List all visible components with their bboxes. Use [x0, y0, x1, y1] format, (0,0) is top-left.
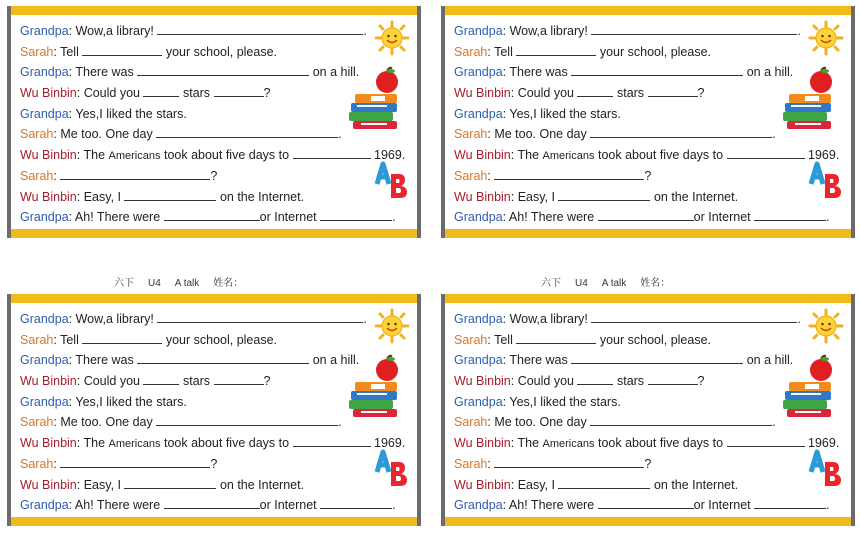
answer-blank [727, 147, 805, 159]
line-text: or Internet [693, 210, 751, 225]
line-text: on a hill. [312, 353, 360, 368]
dialogue-line: Grandpa: Yes,I liked the stars. [20, 394, 187, 409]
line-text: . [826, 210, 830, 225]
speaker-label: Grandpa [20, 24, 69, 38]
worksheet-card [7, 6, 421, 238]
line-text: on the Internet. [219, 477, 305, 492]
line-text: Ah! There were [508, 210, 595, 225]
answer-blank [754, 209, 826, 221]
line-text: Wow,a library! [75, 24, 154, 38]
sun-icon [807, 308, 845, 344]
worksheet-caption [541, 274, 684, 289]
ab-letters-icon [805, 160, 845, 200]
line-text: Could you [83, 374, 140, 389]
line-text: Tell [494, 332, 513, 347]
caption-grade: 六下 [114, 278, 134, 289]
line-text: on the Internet. [219, 189, 305, 204]
speaker-label: Grandpa [20, 312, 69, 326]
dialogue-line: Grandpa: Wow,a library! . [20, 312, 367, 326]
dialogue-line: Wu Binbin: The Americans took about five days to 1969. [20, 148, 406, 163]
answer-blank [494, 168, 644, 180]
speaker-label: Sarah [20, 332, 54, 347]
line-text: stars [616, 374, 645, 389]
dialogue-line: Grandpa: There was on a hill. [20, 65, 360, 80]
speaker-label: Sarah [20, 127, 54, 142]
line-text: Easy, I [83, 477, 121, 492]
answer-blank [577, 373, 613, 385]
line-text: Could you [517, 374, 574, 389]
line-text: stars [616, 86, 645, 101]
dialogue-line: Grandpa: Ah! There were or Internet . [20, 210, 396, 225]
answer-blank [591, 311, 797, 323]
answer-blank [143, 85, 179, 97]
speaker-label: Sarah [20, 168, 54, 183]
dialogue-line: Grandpa: Wow,a library! . [20, 24, 367, 38]
answer-blank [214, 373, 264, 385]
line-text: Yes,I liked the stars. [509, 106, 621, 121]
dialogue-line: Grandpa: Ah! There were or Internet . [454, 210, 830, 225]
answer-blank [157, 311, 363, 323]
speaker-label: Grandpa [454, 394, 503, 409]
line-text: . [392, 498, 396, 513]
line-text: ? [644, 456, 652, 471]
answer-blank [214, 85, 264, 97]
line-text: The [517, 148, 540, 163]
speaker-label: Wu Binbin [20, 189, 77, 204]
speaker-label: Sarah [454, 168, 488, 183]
dialogue-line: Sarah: Me too. One day . [20, 415, 342, 430]
dialogue-line: Wu Binbin: The Americans took about five days to 1969. [454, 436, 840, 451]
line-text: took about five days to [597, 148, 724, 163]
speaker-label: Grandpa [454, 498, 503, 513]
line-text: 1969. [374, 148, 406, 163]
line-text: Ah! There were [74, 498, 161, 513]
dialogue-line: Grandpa: Wow,a library! . [454, 24, 801, 38]
sun-icon [807, 20, 845, 56]
line-text: took about five days to [163, 436, 290, 451]
line-text: The [517, 436, 540, 451]
line-text: on a hill. [312, 65, 360, 80]
dialogue-line: Wu Binbin: Easy, I on the Internet. [20, 189, 305, 204]
dialogue-line: Sarah: Me too. One day . [454, 127, 776, 142]
worksheet-caption [114, 274, 257, 289]
line-text: Wow,a library! [75, 312, 154, 326]
speaker-label: Grandpa [20, 394, 69, 409]
answer-blank [60, 168, 210, 180]
worksheet-card [7, 294, 421, 526]
speaker-label: Grandpa [20, 210, 69, 225]
caption-unit: U4 [575, 278, 588, 289]
line-text: Wow,a library! [509, 312, 588, 326]
speaker-label: Grandpa [20, 106, 69, 121]
dialogue-line: Grandpa: Yes,I liked the stars. [454, 106, 621, 121]
speaker-label: Wu Binbin [20, 436, 77, 451]
dialogue-line: Grandpa: There was on a hill. [454, 353, 794, 368]
line-text: Americans [108, 150, 161, 163]
dialogue-line: Sarah: Tell your school, please. [454, 44, 712, 59]
dialogue-line: Grandpa: Yes,I liked the stars. [20, 106, 187, 121]
speaker-label: Grandpa [454, 353, 503, 368]
answer-blank [293, 147, 371, 159]
answer-blank [164, 209, 260, 221]
top-bar [11, 294, 417, 303]
speaker-label: Grandpa [454, 106, 503, 121]
line-text: There was [509, 65, 568, 80]
dialogue-line: Sarah: Me too. One day . [454, 415, 776, 430]
bottom-bar [445, 517, 851, 526]
speaker-label: Wu Binbin [20, 148, 77, 163]
answer-blank [157, 23, 363, 35]
speaker-label: Sarah [20, 456, 54, 471]
line-text: The [83, 436, 106, 451]
top-bar [11, 6, 417, 15]
dialogue-line: Grandpa: Wow,a library! . [454, 312, 801, 326]
speaker-label: Sarah [454, 332, 488, 347]
speaker-label: Sarah [20, 44, 54, 59]
line-text: . [826, 498, 830, 513]
line-text: or Internet [693, 498, 751, 513]
answer-blank [156, 126, 338, 138]
line-text: There was [509, 353, 568, 368]
speaker-label: Sarah [20, 415, 54, 430]
sun-icon [373, 308, 411, 344]
line-text: on a hill. [746, 65, 794, 80]
speaker-label: Grandpa [454, 24, 503, 38]
speaker-label: Wu Binbin [454, 436, 511, 451]
dialogue-line: Grandpa: Ah! There were or Internet . [454, 498, 830, 513]
dialogue-line: Sarah: Me too. One day . [20, 127, 342, 142]
line-text: Tell [60, 44, 79, 59]
answer-blank [571, 64, 743, 76]
dialogue-line: Grandpa: There was on a hill. [454, 65, 794, 80]
answer-blank [591, 23, 797, 35]
line-text: ? [210, 456, 218, 471]
dialogue-line: Grandpa: Ah! There were or Internet . [20, 498, 396, 513]
speaker-label: Wu Binbin [454, 148, 511, 163]
line-text: Me too. One day [60, 127, 153, 142]
answer-blank [143, 373, 179, 385]
line-text: Easy, I [517, 477, 555, 492]
speaker-label: Wu Binbin [454, 477, 511, 492]
line-text: The [83, 148, 106, 163]
line-text: Tell [60, 332, 79, 347]
answer-blank [558, 477, 650, 489]
answer-blank [137, 64, 309, 76]
answer-blank [320, 209, 392, 221]
dialogue-line: Grandpa: There was on a hill. [20, 353, 360, 368]
books-apple-icon [347, 354, 403, 418]
answer-blank [598, 497, 694, 509]
speaker-label: Grandpa [20, 353, 69, 368]
answer-blank [598, 209, 694, 221]
answer-blank [82, 332, 162, 344]
answer-blank [577, 85, 613, 97]
line-text: took about five days to [163, 148, 290, 163]
speaker-label: Grandpa [454, 312, 503, 326]
speaker-label: Sarah [454, 44, 488, 59]
answer-blank [137, 352, 309, 364]
bottom-bar [11, 517, 417, 526]
speaker-label: Grandpa [20, 498, 69, 513]
answer-blank [164, 497, 260, 509]
speaker-label: Wu Binbin [454, 374, 511, 389]
dialogue-line: Wu Binbin: Could you stars ? [20, 86, 271, 101]
answer-blank [727, 435, 805, 447]
books-apple-icon [781, 66, 837, 130]
answer-blank [590, 414, 772, 426]
dialogue-line: Wu Binbin: The Americans took about five days to 1969. [454, 148, 840, 163]
line-text: Easy, I [517, 189, 555, 204]
line-text: stars [182, 86, 211, 101]
line-text: on the Internet. [653, 477, 739, 492]
worksheet-card [441, 294, 855, 526]
answer-blank [558, 189, 650, 201]
line-text: your school, please. [599, 332, 712, 347]
answer-blank [590, 126, 772, 138]
line-text: Ah! There were [74, 210, 161, 225]
answer-blank [156, 414, 338, 426]
line-text: Yes,I liked the stars. [509, 394, 621, 409]
speaker-label: Wu Binbin [20, 374, 77, 389]
line-text: Americans [108, 438, 161, 451]
line-text: or Internet [259, 210, 317, 225]
line-text: Ah! There were [508, 498, 595, 513]
speaker-label: Grandpa [454, 65, 503, 80]
top-bar [445, 6, 851, 15]
answer-blank [754, 497, 826, 509]
dialogue-line: Sarah: Tell your school, please. [20, 44, 278, 59]
line-text: Yes,I liked the stars. [75, 106, 187, 121]
speaker-label: Wu Binbin [454, 189, 511, 204]
dialogue-line: Wu Binbin: Easy, I on the Internet. [454, 477, 739, 492]
speaker-label: Wu Binbin [20, 86, 77, 101]
caption-topic: A talk [174, 278, 200, 289]
dialogue-line: Sarah: ? [454, 456, 652, 471]
speaker-label: Sarah [454, 127, 488, 142]
line-text: Americans [542, 150, 595, 163]
dialogue-line: Grandpa: Yes,I liked the stars. [454, 394, 621, 409]
dialogue-line: Sarah: ? [20, 456, 218, 471]
speaker-label: Wu Binbin [20, 477, 77, 492]
dialogue-line: Wu Binbin: Could you stars ? [20, 374, 271, 389]
answer-blank [320, 497, 392, 509]
answer-blank [60, 456, 210, 468]
dialogue-line: Sarah: ? [454, 168, 652, 183]
speaker-label: Sarah [454, 456, 488, 471]
line-text: Americans [542, 438, 595, 451]
caption-grade: 六下 [541, 278, 561, 289]
line-text: Me too. One day [494, 127, 587, 142]
line-text: ? [263, 374, 271, 389]
line-text: your school, please. [599, 44, 712, 59]
dialogue-line: Wu Binbin: The Americans took about five days to 1969. [20, 436, 406, 451]
answer-blank [648, 85, 698, 97]
line-text: 1969. [374, 436, 406, 451]
dialogue-line: Wu Binbin: Easy, I on the Internet. [20, 477, 305, 492]
answer-blank [494, 456, 644, 468]
books-apple-icon [781, 354, 837, 418]
top-bar [445, 294, 851, 303]
line-text: stars [182, 374, 211, 389]
answer-blank [293, 435, 371, 447]
speaker-label: Grandpa [454, 210, 503, 225]
books-apple-icon [347, 66, 403, 130]
line-text: 1969. [808, 436, 840, 451]
line-text: There was [75, 65, 134, 80]
line-text: Yes,I liked the stars. [75, 394, 187, 409]
answer-blank [516, 44, 596, 56]
answer-blank [82, 44, 162, 56]
line-text: on a hill. [746, 353, 794, 368]
line-text: on the Internet. [653, 189, 739, 204]
dialogue-line: Sarah: Tell your school, please. [20, 332, 278, 347]
line-text: Me too. One day [60, 415, 153, 430]
line-text: ? [644, 168, 652, 183]
dialogue-line: Sarah: Tell your school, please. [454, 332, 712, 347]
dialogue-line: Wu Binbin: Could you stars ? [454, 374, 705, 389]
caption-unit: U4 [148, 278, 161, 289]
speaker-label: Sarah [454, 415, 488, 430]
line-text: ? [210, 168, 218, 183]
line-text: Could you [83, 86, 140, 101]
ab-letters-icon [805, 448, 845, 488]
speaker-label: Wu Binbin [454, 86, 511, 101]
answer-blank [648, 373, 698, 385]
bottom-bar [11, 229, 417, 238]
answer-blank [124, 189, 216, 201]
bottom-bar [445, 229, 851, 238]
speaker-label: Grandpa [20, 65, 69, 80]
ab-letters-icon [371, 160, 411, 200]
line-text: Could you [517, 86, 574, 101]
answer-blank [571, 352, 743, 364]
line-text: your school, please. [165, 44, 278, 59]
dialogue-line: Wu Binbin: Easy, I on the Internet. [454, 189, 739, 204]
line-text: ? [697, 86, 705, 101]
sun-icon [373, 20, 411, 56]
dialogue-line: Wu Binbin: Could you stars ? [454, 86, 705, 101]
worksheet-card [441, 6, 855, 238]
line-text: took about five days to [597, 436, 724, 451]
line-text: . [392, 210, 396, 225]
ab-letters-icon [371, 448, 411, 488]
line-text: or Internet [259, 498, 317, 513]
caption-name-label: 姓名： [640, 278, 671, 289]
line-text: Wow,a library! [509, 24, 588, 38]
line-text: your school, please. [165, 332, 278, 347]
dialogue-line: Sarah: ? [20, 168, 218, 183]
line-text: 1969. [808, 148, 840, 163]
line-text: Me too. One day [494, 415, 587, 430]
caption-topic: A talk [601, 278, 627, 289]
line-text: ? [697, 374, 705, 389]
line-text: There was [75, 353, 134, 368]
line-text: Tell [494, 44, 513, 59]
line-text: ? [263, 86, 271, 101]
answer-blank [124, 477, 216, 489]
line-text: Easy, I [83, 189, 121, 204]
caption-name-label: 姓名： [213, 278, 244, 289]
answer-blank [516, 332, 596, 344]
